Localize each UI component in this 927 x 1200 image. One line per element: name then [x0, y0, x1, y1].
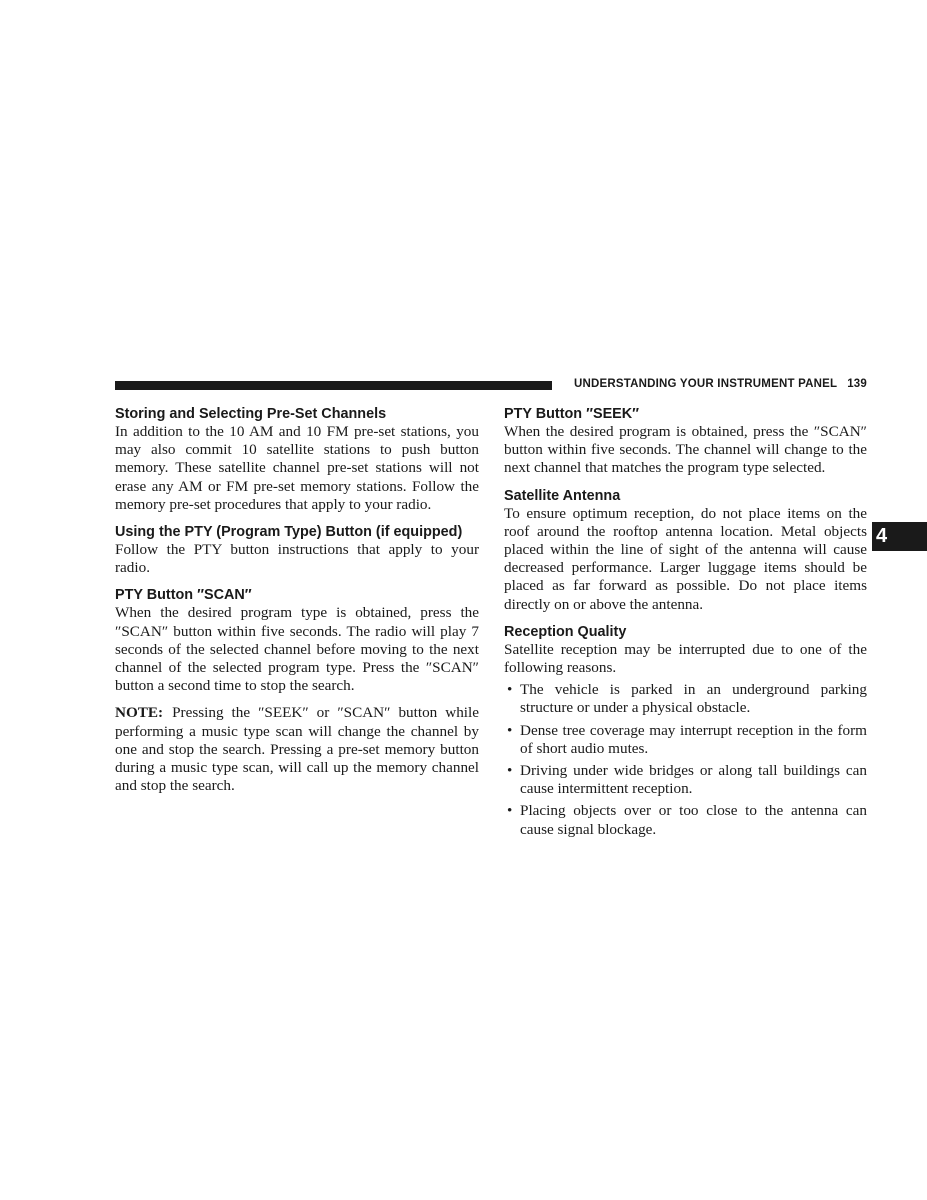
note-paragraph [115, 704, 479, 795]
list-item-text: Placing objects over or too close to the antenna can cause signal blockage. [520, 802, 867, 838]
section-pty-button [115, 523, 479, 577]
bullet-icon: • [507, 681, 513, 699]
left-column [115, 405, 479, 804]
reception-bullet-list [504, 681, 867, 839]
section-title: UNDERSTANDING YOUR INSTRUMENT PANEL [574, 378, 838, 390]
note-block [115, 704, 479, 795]
section-body: To ensure optimum reception, do not place items on the roof around the rooftop antenna location. Metal objects placed within the line of sight of the antenna will cause decreased performance. Larger luggage items should be placed as far forward as possible. Do not place items directly on or above the antenna. [504, 504, 867, 613]
section-heading: PTY Button ″SCAN″ [115, 587, 252, 604]
running-header [563, 378, 867, 390]
section-heading: PTY Button ″SEEK″ [504, 406, 640, 422]
list-item-text: Dense tree coverage may interrupt reception in the form of short audio mutes. [520, 721, 867, 757]
section-body: In addition to the 10 AM and 10 FM pre-set stations, you may also commit 10 satellite stations to push button memory. These satellite channel pre-set stations will not erase any AM or FM pre-set memory stations. Follow the memory pre-set procedures that apply to your radio. [115, 423, 479, 513]
note-body: Pressing the ″SEEK″ or ″SCAN″ button while performing a music type scan will change the channel by one and stop the search. Pressing a pre-set memory button during a music type scan, will call up the memory channel and stop the search. [115, 704, 479, 795]
page-number: 139 [847, 378, 867, 390]
list-item [504, 681, 867, 717]
section-body: Follow the PTY button instructions that apply to your radio. [115, 541, 479, 577]
chapter-tab: 4 [872, 522, 927, 551]
note-label: NOTE: [115, 704, 164, 722]
list-item-text: The vehicle is parked in an underground parking structure or under a physical obstacle. [520, 681, 867, 717]
list-item [504, 762, 867, 798]
section-storing-presets [115, 405, 479, 514]
list-item-text: Driving under wide bridges or along tall buildings can cause intermittent reception. [520, 762, 867, 798]
section-reception-quality [504, 623, 867, 839]
section-heading: Satellite Antenna [504, 487, 621, 504]
section-body: When the desired program type is obtained, press the ″SCAN″ button within five seconds. The radio will play 7 seconds of the selected channel before moving to the next channel of the selected program type. Press the ″SCAN″ button a second time to stop the search. [115, 604, 479, 695]
section-heading: Storing and Selecting Pre-Set Channels [115, 406, 387, 422]
bullet-icon: • [507, 802, 513, 820]
section-pty-seek [504, 405, 867, 478]
right-column [504, 405, 867, 848]
section-heading: Using the PTY (Program Type) Button (if equipped) [115, 524, 463, 541]
section-body: When the desired program is obtained, press the ″SCAN″ button within five seconds. The channel will change to the next channel that matches the program type selected. [504, 423, 867, 477]
list-item [504, 802, 867, 838]
bullet-icon: • [507, 762, 513, 780]
section-satellite-antenna [504, 487, 867, 614]
section-body: Satellite reception may be interrupted due to one of the following reasons. [504, 640, 867, 677]
list-item [504, 722, 867, 758]
section-heading: Reception Quality [504, 623, 627, 640]
bullet-icon: • [507, 721, 513, 739]
header-rule [115, 381, 552, 390]
section-pty-scan [115, 586, 479, 695]
